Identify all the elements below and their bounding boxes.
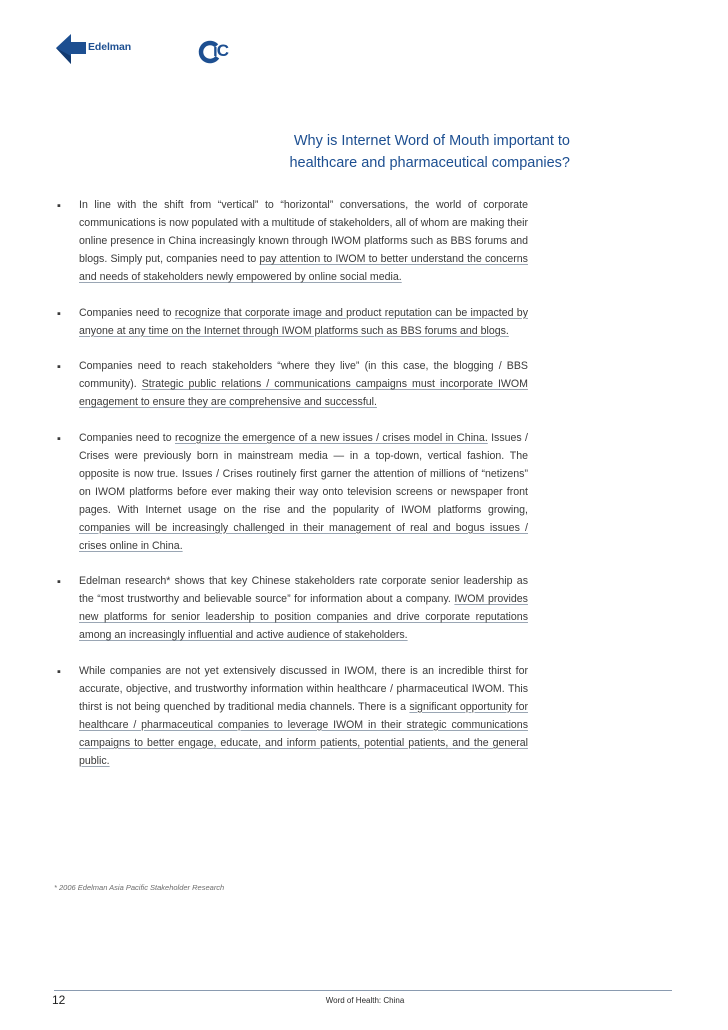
page-headline: [110, 130, 570, 174]
bullet-text: [79, 572, 528, 644]
underlined-phrase: recognize that corporate image and product reputation can be impacted by anyone at any time on the Internet through IWOM platforms such as BBS forums and blogs.: [79, 306, 528, 337]
bullet-marker: ▪: [57, 200, 61, 212]
underlined-phrase: significant opportunity for healthcare / pharmaceutical companies to leverage IWOM in their strategic communications campaigns to better engage, educate, and inform patients, potential patients, and the general public.: [79, 700, 529, 767]
underlined-phrase: recognize the emergence of a new issues / crises model in China.: [174, 431, 488, 444]
bullet-item: [52, 196, 528, 286]
page-number: 12: [52, 993, 66, 1007]
bullet-item: [52, 304, 528, 340]
cic-logo-text: iC: [213, 41, 228, 60]
footer-divider: [54, 990, 672, 991]
bullet-item: [52, 357, 528, 411]
footer-title: Word of Health: China: [325, 996, 405, 1005]
underlined-phrase: companies will be increasingly challenged in their management of real and bogus issues / crises online in China.: [79, 521, 528, 552]
bullet-text: [79, 662, 528, 770]
text-segment: Companies need to: [79, 306, 175, 319]
bullet-text: [79, 196, 528, 286]
text-segment: In line with the shift from “vertical” to “horizontal” conversations, the world of corporate communications is now populated with a multitude of stakeholders, all of whom are making their online presence in China increasingly known through IWOM platforms such as BBS forums and blogs. Simply put, companies need to: [79, 199, 528, 265]
edelman-logo-text: Edelman: [88, 41, 132, 53]
text-segment: Companies need to reach stakeholders “where they live” (in this case, the blogging / BBS community).: [79, 360, 528, 390]
bullet-marker: ▪: [57, 432, 61, 445]
text-segment: While companies are not yet extensively discussed in IWOM, there is an incredible thirst for accurate, objective, and trustworthy information within healthcare / pharmaceutical IWOM. This thirst is not being quenched by traditional media channels. There is a: [79, 664, 528, 713]
bullet-item: [52, 429, 528, 555]
underlined-phrase: pay attention to IWOM to better understand the concerns and needs of stakeholders newly empowered by online social media.: [79, 253, 528, 283]
text-segment: Companies need to: [79, 431, 175, 444]
edelman-chevron-icon: [54, 30, 88, 70]
cic-logo: [198, 38, 238, 66]
underlined-phrase: Strategic public relations / communications campaigns must incorporate IWOM engagement to ensure they are comprehensive and successful.: [79, 378, 528, 408]
edelman-logo: [54, 30, 174, 70]
bullet-text: [79, 357, 528, 411]
bullet-marker: ▪: [57, 665, 61, 678]
bullet-text: [79, 429, 528, 555]
headline-line-2: healthcare and pharmaceutical companies?: [289, 155, 570, 171]
bullet-item: [52, 662, 528, 770]
bullet-marker: ▪: [57, 307, 61, 320]
text-segment: Issues / Crises were previously born in mainstream media — in a top-down, vertical fashion. The opposite is now true. Issues / Crises routinely first garner the attention of millions of “netizens” on IWOM platforms before ever making their way onto television screens or newspaper front pages. With Internet usage on the rise and the popularity of IWOM platforms growing,: [79, 431, 528, 516]
underlined-phrase: IWOM provides new platforms for senior leadership to position companies and drive corporate reputations among an increasingly influential and active audience of stakeholders.: [79, 593, 528, 641]
footnote: * 2006 Edelman Asia Pacific Stakeholder Research: [54, 883, 225, 892]
bullet-list: [52, 196, 528, 787]
bullet-marker: ▪: [57, 361, 61, 373]
bullet-text: [79, 304, 528, 340]
text-segment: Edelman research* shows that key Chinese stakeholders rate corporate senior leadership as the “most trustworthy and believable source” for information about a company.: [79, 575, 528, 605]
bullet-item: [52, 572, 528, 644]
bullet-marker: ▪: [57, 576, 61, 588]
headline-line-1: Why is Internet Word of Mouth important to: [293, 133, 570, 149]
